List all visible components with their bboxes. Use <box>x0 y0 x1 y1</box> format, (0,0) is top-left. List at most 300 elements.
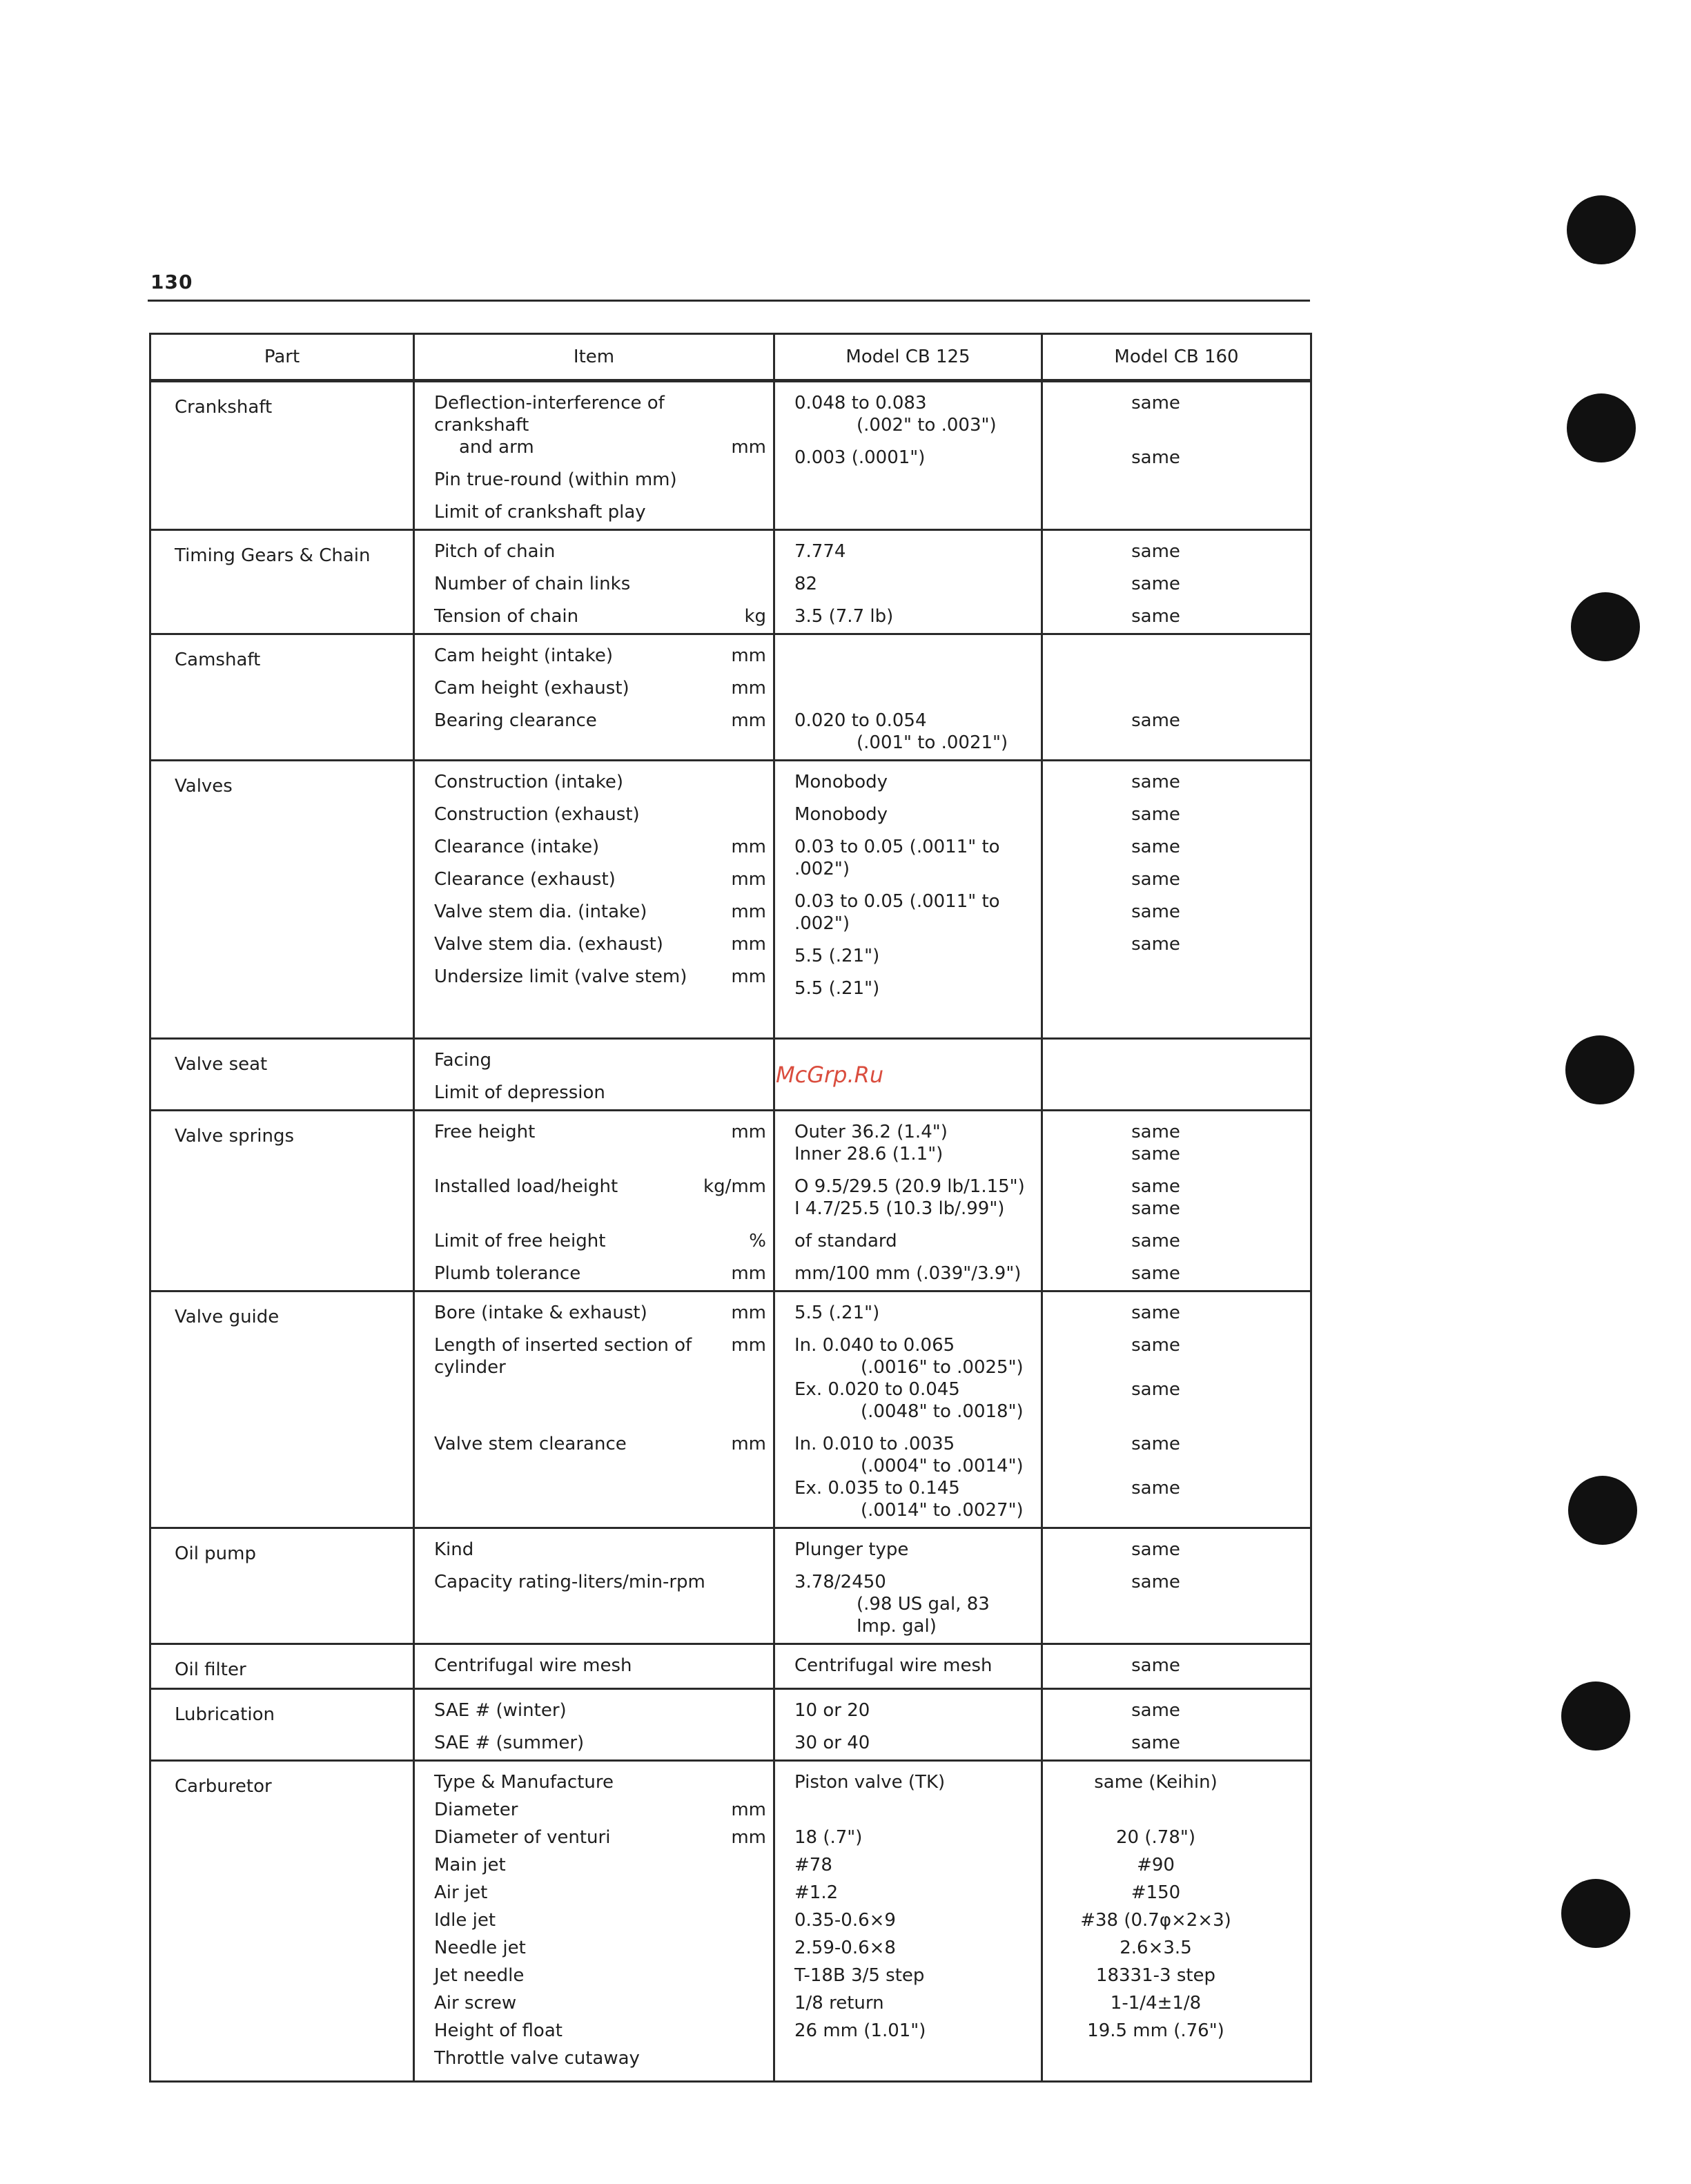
item-row <box>434 1732 766 1754</box>
part-name: Oil filter <box>175 1659 246 1680</box>
item-row <box>434 2047 766 2069</box>
item-cell <box>414 1291 774 1528</box>
item-label <box>434 573 630 595</box>
cb125-value <box>794 1826 1034 1849</box>
item-label <box>434 836 599 858</box>
cb160-value: same <box>1131 1231 1180 1251</box>
item-label <box>434 710 597 732</box>
item-label-line: Height of float <box>434 2020 563 2041</box>
cb125-value-line: 1/8 return <box>794 1993 884 2014</box>
part-cell <box>150 761 414 1039</box>
item-cell <box>414 530 774 634</box>
item-label-line: Type & Manufacture <box>434 1772 614 1793</box>
cb125-value-line: 7.774 <box>794 541 846 562</box>
part-name: Valve springs <box>175 1126 295 1147</box>
item-label-line: Main jet <box>434 1855 506 1875</box>
item-unit: mm <box>731 1263 766 1284</box>
item-unit: mm <box>731 645 766 666</box>
item-label <box>434 771 623 793</box>
binder-hole <box>1565 1035 1634 1104</box>
cb125-value <box>794 392 1034 436</box>
cb125-value-line: Ex. 0.035 to 0.145 <box>794 1478 960 1499</box>
item-row <box>434 836 766 858</box>
part-cell <box>150 530 414 634</box>
item-cell <box>414 1689 774 1761</box>
cb160-cell <box>1042 634 1311 761</box>
item-label <box>434 1882 487 1904</box>
item-unit: mm <box>731 901 766 922</box>
item-label <box>434 1539 473 1561</box>
item-label <box>434 540 555 563</box>
cb160-value: same <box>1131 447 1180 468</box>
cb160-cell <box>1042 1644 1311 1689</box>
item-label-line: Tension of chain <box>434 606 579 627</box>
item-label-line: Pin true-round (within mm) <box>434 469 677 490</box>
item-label-line: Limit of free height <box>434 1231 606 1251</box>
item-label <box>434 1964 524 1987</box>
cb125-value-line: Centrifugal wire mesh <box>794 1655 993 1676</box>
cb125-value <box>794 771 1034 793</box>
item-label-line: Pitch of chain <box>434 541 556 562</box>
cb125-value-line: 10 or 20 <box>794 1700 870 1721</box>
item-label-line: and arm <box>459 437 534 458</box>
cb125-value <box>794 1854 1034 1876</box>
cb125-value <box>794 1882 1034 1904</box>
item-row <box>434 1937 766 1959</box>
item-row <box>434 1230 766 1252</box>
cb125-value-line: Plunger type <box>794 1539 909 1560</box>
cb160-value: 2.6×3.5 <box>1120 1938 1192 1958</box>
item-row <box>434 1176 766 1220</box>
item-row <box>434 501 766 523</box>
cb160-value <box>1043 966 1269 988</box>
cb125-cell <box>774 1761 1042 2082</box>
header-rule <box>148 300 1310 302</box>
item-label-line: Limit of depression <box>434 1082 605 1103</box>
item-row <box>434 1826 766 1849</box>
item-label <box>434 1334 720 1378</box>
part-cell <box>150 1291 414 1528</box>
cb160-cell <box>1042 1291 1311 1528</box>
item-label-line: Throttle valve cutaway <box>434 2048 640 2069</box>
cb125-value <box>794 2020 1034 2042</box>
cb125-cell <box>774 1291 1042 1528</box>
cb125-value <box>794 1771 1034 1793</box>
item-label-line: Diameter <box>434 1800 518 1820</box>
part-cell <box>150 1644 414 1689</box>
cb160-value: same same <box>1131 1122 1180 1164</box>
cb125-value-line: 18 (.7") <box>794 1827 863 1848</box>
cb160-cell <box>1042 1689 1311 1761</box>
cb125-value <box>794 540 1034 563</box>
table-row <box>150 1644 1311 1689</box>
cb160-value: 18331-3 step <box>1095 1965 1216 1986</box>
cb125-value <box>794 1799 1034 1821</box>
item-unit: mm <box>731 1800 766 1820</box>
item-unit: kg <box>744 606 766 627</box>
cb125-value-line: 5.5 (.21") <box>794 1303 880 1323</box>
item-label <box>434 803 640 826</box>
cb160-value <box>1043 2047 1269 2069</box>
item-label <box>434 1826 610 1849</box>
item-row <box>434 2020 766 2042</box>
part-name: Timing Gears & Chain <box>175 545 371 566</box>
watermark: McGrp.Ru <box>776 1062 884 1088</box>
item-label-line: Limit of crankshaft play <box>434 502 646 523</box>
cb125-value-line: 2.59-0.6×8 <box>794 1938 896 1958</box>
item-label-line: Idle jet <box>434 1910 496 1931</box>
item-label <box>434 1771 614 1793</box>
item-row <box>434 469 766 491</box>
cb125-cell <box>774 1111 1042 1291</box>
item-label <box>434 1049 491 1071</box>
item-row <box>434 1699 766 1722</box>
part-name: Camshaft <box>175 650 261 670</box>
cb160-value <box>1043 1799 1269 1821</box>
spec-body <box>150 381 1311 2082</box>
cb125-value-line: (.98 US gal, 83 Imp. gal) <box>857 1594 990 1637</box>
cb125-value <box>794 1262 1034 1285</box>
cb125-value-line: Ex. 0.020 to 0.045 <box>794 1379 960 1400</box>
item-label <box>434 1937 526 1959</box>
cb160-value: same same <box>1131 1335 1180 1400</box>
item-label <box>434 868 616 890</box>
item-label <box>434 2047 640 2069</box>
item-label-line: Capacity rating-liters/min-rpm <box>434 1572 705 1592</box>
item-label-line: Deflection-interference of crankshaft <box>434 393 665 436</box>
item-label-line: SAE # (winter) <box>434 1700 567 1721</box>
cb125-value <box>794 1539 1034 1561</box>
item-label-line: Installed load/height <box>434 1176 618 1197</box>
cb160-value: #90 <box>1137 1855 1175 1875</box>
item-label <box>434 1121 535 1143</box>
item-label-line: Facing <box>434 1050 492 1071</box>
item-label-line: Construction (intake) <box>434 772 624 792</box>
item-unit: mm <box>731 966 766 987</box>
item-label <box>434 1909 496 1931</box>
item-unit: mm <box>731 678 766 699</box>
cb160-cell <box>1042 530 1311 634</box>
binder-hole <box>1571 592 1640 661</box>
cb125-value <box>794 1937 1034 1959</box>
item-label <box>434 1992 516 2014</box>
cb160-value: 19.5 mm (.76") <box>1087 2020 1224 2041</box>
cb125-value <box>794 1964 1034 1987</box>
cb125-value-line: 0.03 to 0.05 (.0011" to .002") <box>794 837 1000 879</box>
cb125-value-line: (.001" to .0021") <box>857 732 1008 753</box>
cb160-value: #38 (0.7φ×2×3) <box>1080 1910 1231 1931</box>
cb160-value: same <box>1131 710 1180 731</box>
item-cell <box>414 1039 774 1111</box>
item-label-line: Cam height (exhaust) <box>434 678 629 699</box>
cb160-value <box>1043 1082 1269 1104</box>
item-unit: % <box>749 1231 766 1251</box>
cb125-value <box>794 1176 1034 1220</box>
item-row <box>434 1571 766 1615</box>
table-row <box>150 530 1311 634</box>
cb125-value-line: (.002" to .003") <box>857 415 997 436</box>
cb125-value-line: 0.020 to 0.054 <box>794 710 927 731</box>
item-label <box>434 1854 506 1876</box>
cb160-value: same <box>1131 1263 1180 1284</box>
cb160-value: same same <box>1131 1434 1180 1499</box>
item-label-line: Valve stem dia. (intake) <box>434 901 647 922</box>
binder-hole <box>1567 393 1636 462</box>
cb125-value-line: 3.78/2450 <box>794 1572 886 1592</box>
cb160-value: same <box>1131 772 1180 792</box>
cb160-value: #150 <box>1131 1882 1181 1903</box>
item-row <box>434 1302 766 1324</box>
cb125-value-line: Monobody <box>794 804 888 825</box>
cb125-value-line: 5.5 (.21") <box>794 946 880 966</box>
item-unit: kg/mm <box>703 1176 766 1197</box>
cb125-value <box>794 1732 1034 1754</box>
cb160-value: same <box>1131 934 1180 955</box>
item-label <box>434 645 613 667</box>
item-label-line: Bearing clearance <box>434 710 597 731</box>
cb125-value-line: O 9.5/29.5 (20.9 lb/1.15") <box>794 1176 1025 1197</box>
header-item: Item <box>414 334 774 381</box>
cb125-value-line: (.0004" to .0014") <box>861 1456 1024 1476</box>
binder-hole <box>1568 1476 1637 1545</box>
binder-hole <box>1567 195 1636 264</box>
header-part: Part <box>150 334 414 381</box>
item-label-line: Air screw <box>434 1993 517 2014</box>
cb125-value <box>794 1433 1034 1521</box>
cb160-value: same same <box>1131 1176 1180 1219</box>
item-unit: mm <box>731 1827 766 1848</box>
item-label <box>434 1262 580 1285</box>
item-label-line: Plumb tolerance <box>434 1263 581 1284</box>
cb125-value <box>794 2047 1034 2069</box>
item-row <box>434 710 766 754</box>
cb160-value: same <box>1131 393 1180 413</box>
cb125-value-line: Inner 28.6 (1.1") <box>794 1144 944 1164</box>
cb125-value-line: In. 0.010 to .0035 <box>794 1434 955 1454</box>
item-label-line: Clearance (intake) <box>434 837 600 857</box>
table-row <box>150 761 1311 1039</box>
header-cb125: Model CB 125 <box>774 334 1042 381</box>
cb160-cell <box>1042 381 1311 530</box>
cb125-cell <box>774 381 1042 530</box>
cb125-value-line: (.0048" to .0018") <box>861 1401 1024 1422</box>
part-name: Lubrication <box>175 1704 275 1725</box>
cb125-value-line: 0.35-0.6×9 <box>794 1910 896 1931</box>
cb125-value-line: 30 or 40 <box>794 1733 870 1753</box>
cb125-value <box>794 1909 1034 1931</box>
cb125-value <box>794 977 1034 1000</box>
cb125-value-line: #78 <box>794 1855 832 1875</box>
item-row <box>434 1334 766 1423</box>
cb160-value: same <box>1131 1733 1180 1753</box>
cb125-value-line: Monobody <box>794 772 888 792</box>
cb125-cell <box>774 1528 1042 1644</box>
item-cell <box>414 1111 774 1291</box>
table-row <box>150 634 1311 761</box>
cb160-value: same <box>1131 869 1180 890</box>
cb125-value <box>794 1334 1034 1423</box>
part-cell <box>150 1528 414 1644</box>
part-name: Valves <box>175 776 233 797</box>
item-row <box>434 1964 766 1987</box>
part-cell <box>150 381 414 530</box>
item-row <box>434 901 766 923</box>
item-row <box>434 966 766 988</box>
cb160-value: same <box>1131 901 1180 922</box>
cb160-value <box>1043 677 1269 699</box>
item-unit: mm <box>731 934 766 955</box>
table-row <box>150 1689 1311 1761</box>
item-label <box>434 392 720 458</box>
table-header-row <box>150 334 1311 381</box>
item-row <box>434 868 766 890</box>
item-label-line: Jet needle <box>434 1965 525 1986</box>
item-label-line: SAE # (summer) <box>434 1733 585 1753</box>
cb160-cell <box>1042 1528 1311 1644</box>
item-row <box>434 1909 766 1931</box>
cb125-cell <box>774 1689 1042 1761</box>
part-name: Carburetor <box>175 1776 272 1797</box>
cb160-value: same <box>1131 1303 1180 1323</box>
cb125-value-line: (.0014" to .0027") <box>861 1500 1024 1521</box>
cb160-value: same (Keihin) <box>1094 1772 1218 1793</box>
cb125-cell <box>774 634 1042 761</box>
item-row <box>434 1262 766 1285</box>
table-row <box>150 1039 1311 1111</box>
item-label-line: Centrifugal wire mesh <box>434 1655 632 1676</box>
item-label <box>434 1082 605 1104</box>
item-label <box>434 933 663 955</box>
item-label-line: Needle jet <box>434 1938 526 1958</box>
item-label-line: Number of chain links <box>434 574 631 594</box>
item-label-line: Air jet <box>434 1882 488 1903</box>
cb125-value <box>794 1655 1034 1677</box>
cb125-value <box>794 605 1034 627</box>
item-cell <box>414 761 774 1039</box>
part-name: Valve seat <box>175 1054 268 1075</box>
part-name: Oil pump <box>175 1543 256 1564</box>
cb125-value <box>794 1571 1034 1637</box>
cb125-value-line: T-18B 3/5 step <box>794 1965 925 1986</box>
cb125-value-line: mm/100 mm (.039"/3.9") <box>794 1263 1022 1284</box>
cb125-value <box>794 677 1034 699</box>
cb160-value: same <box>1131 1655 1180 1676</box>
item-cell <box>414 634 774 761</box>
cb160-value: same <box>1131 541 1180 562</box>
item-unit: mm <box>731 1122 766 1142</box>
cb160-value: same <box>1131 574 1180 594</box>
cb160-value <box>1043 1049 1269 1071</box>
binder-hole <box>1561 1879 1630 1948</box>
part-name: Valve guide <box>175 1307 280 1327</box>
item-label-line: Bore (intake & exhaust) <box>434 1303 647 1323</box>
item-cell <box>414 1528 774 1644</box>
item-unit: mm <box>731 1303 766 1323</box>
item-row <box>434 540 766 563</box>
item-label <box>434 2020 563 2042</box>
item-row <box>434 1854 766 1876</box>
item-row <box>434 1655 766 1677</box>
cb125-value-line: 82 <box>794 574 818 594</box>
item-row <box>434 1771 766 1793</box>
cb160-value: same <box>1131 606 1180 627</box>
table-row <box>150 1761 1311 2082</box>
item-unit: mm <box>731 1335 766 1356</box>
cb125-value-line: 0.048 to 0.083 <box>794 393 927 413</box>
item-label-line: Valve stem dia. (exhaust) <box>434 934 663 955</box>
item-row <box>434 1049 766 1071</box>
item-label <box>434 1302 647 1324</box>
cb125-value-line: 0.003 (.0001") <box>794 447 926 468</box>
item-label <box>434 677 629 699</box>
item-label <box>434 1433 627 1455</box>
page-number: 130 <box>150 271 193 293</box>
cb125-value <box>794 836 1034 880</box>
item-unit: mm <box>731 437 766 458</box>
item-label <box>434 605 578 627</box>
item-label <box>434 1571 705 1593</box>
table-row <box>150 381 1311 530</box>
cb125-value <box>794 573 1034 595</box>
cb160-value: same <box>1131 1539 1180 1560</box>
cb160-value: same <box>1131 804 1180 825</box>
cb125-value-line: 26 mm (1.01") <box>794 2020 926 2041</box>
item-label <box>434 469 677 491</box>
item-row <box>434 1539 766 1561</box>
item-cell <box>414 381 774 530</box>
cb125-value-line: Outer 36.2 (1.4") <box>794 1122 948 1142</box>
item-label <box>434 966 687 988</box>
cb160-value: 20 (.78") <box>1116 1827 1195 1848</box>
cb125-cell <box>774 761 1042 1039</box>
cb125-value-line: 3.5 (7.7 lb) <box>794 606 894 627</box>
item-label <box>434 1176 618 1198</box>
cb125-value <box>794 1230 1034 1252</box>
item-label <box>434 1799 518 1821</box>
binder-hole <box>1561 1681 1630 1751</box>
cb160-value <box>1043 645 1269 667</box>
item-row <box>434 803 766 826</box>
item-row <box>434 645 766 667</box>
spec-table <box>149 333 1312 2083</box>
part-cell <box>150 1111 414 1291</box>
table-row <box>150 1291 1311 1528</box>
item-row <box>434 677 766 699</box>
cb160-cell <box>1042 1761 1311 2082</box>
cb125-value-line: of standard <box>794 1231 897 1251</box>
item-unit: mm <box>731 837 766 857</box>
part-cell <box>150 1689 414 1761</box>
item-label-line: Diameter of venturi <box>434 1827 611 1848</box>
cb125-value <box>794 479 1034 501</box>
cb125-value-line: 5.5 (.21") <box>794 978 880 999</box>
item-row <box>434 771 766 793</box>
cb125-value-line: I 4.7/25.5 (10.3 lb/.99") <box>794 1198 1005 1219</box>
cb125-value <box>794 1992 1034 2014</box>
item-label-line: Free height <box>434 1122 536 1142</box>
item-row <box>434 933 766 955</box>
cb125-value-line: 0.03 to 0.05 (.0011" to .002") <box>794 891 1000 934</box>
item-label-line: Cam height (intake) <box>434 645 614 666</box>
item-label-line: Clearance (exhaust) <box>434 869 616 890</box>
item-label <box>434 1230 605 1252</box>
cb160-value <box>1043 479 1269 501</box>
cb160-cell <box>1042 1039 1311 1111</box>
item-row <box>434 573 766 595</box>
cb125-value-line: #1.2 <box>794 1882 839 1903</box>
item-label-line: Valve stem clearance <box>434 1434 627 1454</box>
item-label-line: Construction (exhaust) <box>434 804 640 825</box>
